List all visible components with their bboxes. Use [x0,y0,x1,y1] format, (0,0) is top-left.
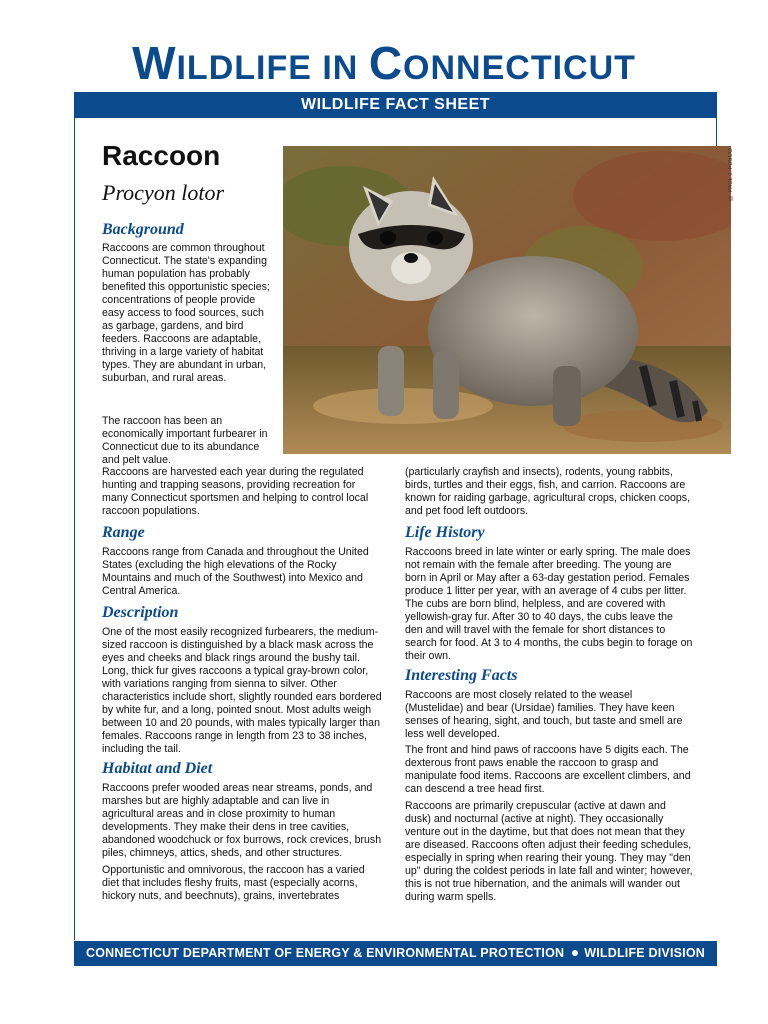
heading-interesting-facts: Interesting Facts [405,667,518,684]
bullet-icon [572,950,578,956]
species-latin-name: Procyon lotor [102,180,224,205]
heading-description: Description [102,604,179,621]
heading-habitat: Habitat and Diet [102,760,213,777]
photo-credit: © PAUL J. FUSCO [728,148,734,200]
footer-department: CONNECTICUT DEPARTMENT OF ENERGY & ENVIRONMENTAL PROTECTION [85,946,565,960]
page-title: WILDLIFE IN CONNECTICUT [132,37,636,89]
footer-division: WILDLIFE DIVISION [584,946,705,960]
interesting-paragraph-3: Raccoons are primarily crepuscular (active at dawn and dusk) and nocturnal (active at night). They occasionally venture out in the daytime, but that does not mean that they are diseased. Raccoons often adjust their feeding schedules, especially in spring when rearing their young. They may "den up" during the coldest periods in late fall and winter; however, this is not true hibernation, and the animals will wander out during warm spells. [405,800,693,903]
habitat-paragraph-1: Raccoons prefer wooded areas near streams, ponds, and marshes but are highly adaptable and can live in agricultural areas and in close proximity to human developments. They make their dens in tree cavities, abandoned woodchuck or fox burrows, rock crevices, brush piles, chimneys, attics, sheds, and other structures. [102,782,382,859]
background-paragraph-2-cont: Raccoons are harvested each year during the regulated hunting and trapping seasons, providing recreation for many Connecticut sportsmen and helping to control local raccoon populations. [102,466,369,517]
heading-range: Range [102,524,145,541]
background-paragraph-1: Raccoons are common throughout Connecticut. The state's expanding human population has probably benefited this opportunistic species; concentrations of people provide easy access to food sources, such as garbage, gardens, and bird feeders. Raccoons are adaptable, thriving in a large variety of habitat types. They are abundant in urban, suburban, and rural areas. [102,242,270,384]
description-paragraph: One of the most easily recognized furbearers, the medium-sized raccoon is distinguished by a black mask across the eyes and cheeks and black rings around the bushy tail. Long, thick fur gives raccoons a typical gray-brown color, with variations ranging from sienna to silver. Other characteristics include short, slightly rounded ears bordered by white fur, and a long, pointed snout. Most adults weigh between 10 and 20 pounds, with males typically larger than females. Raccoons range in length from 23 to 38 inches, including the tail. [102,626,382,755]
habitat-paragraph-2: Opportunistic and omnivorous, the raccoon has a varied diet that includes fleshy fruits, mast (especially acorns, hickory nuts, and beechnuts), grains, invertebrates [102,864,365,902]
species-name: Raccoon [102,140,221,171]
interesting-paragraph-2: The front and hind paws of raccoons have 5 digits each. The dexterous front paws enable the raccoon to grasp and manipulate food items. Raccoons are excellent climbers, and can descend a tree head first. [405,744,691,795]
range-paragraph: Raccoons range from Canada and throughout the United States (excluding the high elevations of the Rocky Mountains and much of the Southwest) into Mexico and Central America. [102,546,369,597]
interesting-paragraph-1: Raccoons are most closely related to the weasel (Mustelidae) and bear (Ursidae) families. They have keen senses of hearing, sight, and touch, but taste and smell are less well developed. [405,689,683,740]
frame-line-right [716,118,717,146]
fact-sheet-band: WILDLIFE FACT SHEET [74,92,717,118]
heading-life-history: Life History [405,524,485,541]
raccoon-photo [283,146,731,454]
heading-background: Background [102,221,184,238]
life-history-paragraph: Raccoons breed in late winter or early spring. The male does not remain with the female after breeding. The young are born in April or May after a 63-day gestation period. Females produce 1 litter per year, with an average of 4 cubs per litter. The cubs are born blind, helpless, and are covered with yellowish-gray fur. After 30 to 40 days, the cubs leave the den and will travel with the female for short distances to search for food. At 3 to 4 months, the cubs begin to forage on their own. [405,546,693,662]
habitat-paragraph-2-cont: (particularly crayfish and insects), rodents, young rabbits, birds, turtles and their eggs, fish, and carrion. Raccoons are known for raiding garbage, agricultural crops, chicken coops, and pet food left outdoors. [405,466,691,517]
footer-band [74,941,717,966]
background-paragraph-2: The raccoon has been an economically important furbearer in Connecticut due to its abundance and pelt value. [102,415,268,466]
frame-line-left [74,118,75,940]
